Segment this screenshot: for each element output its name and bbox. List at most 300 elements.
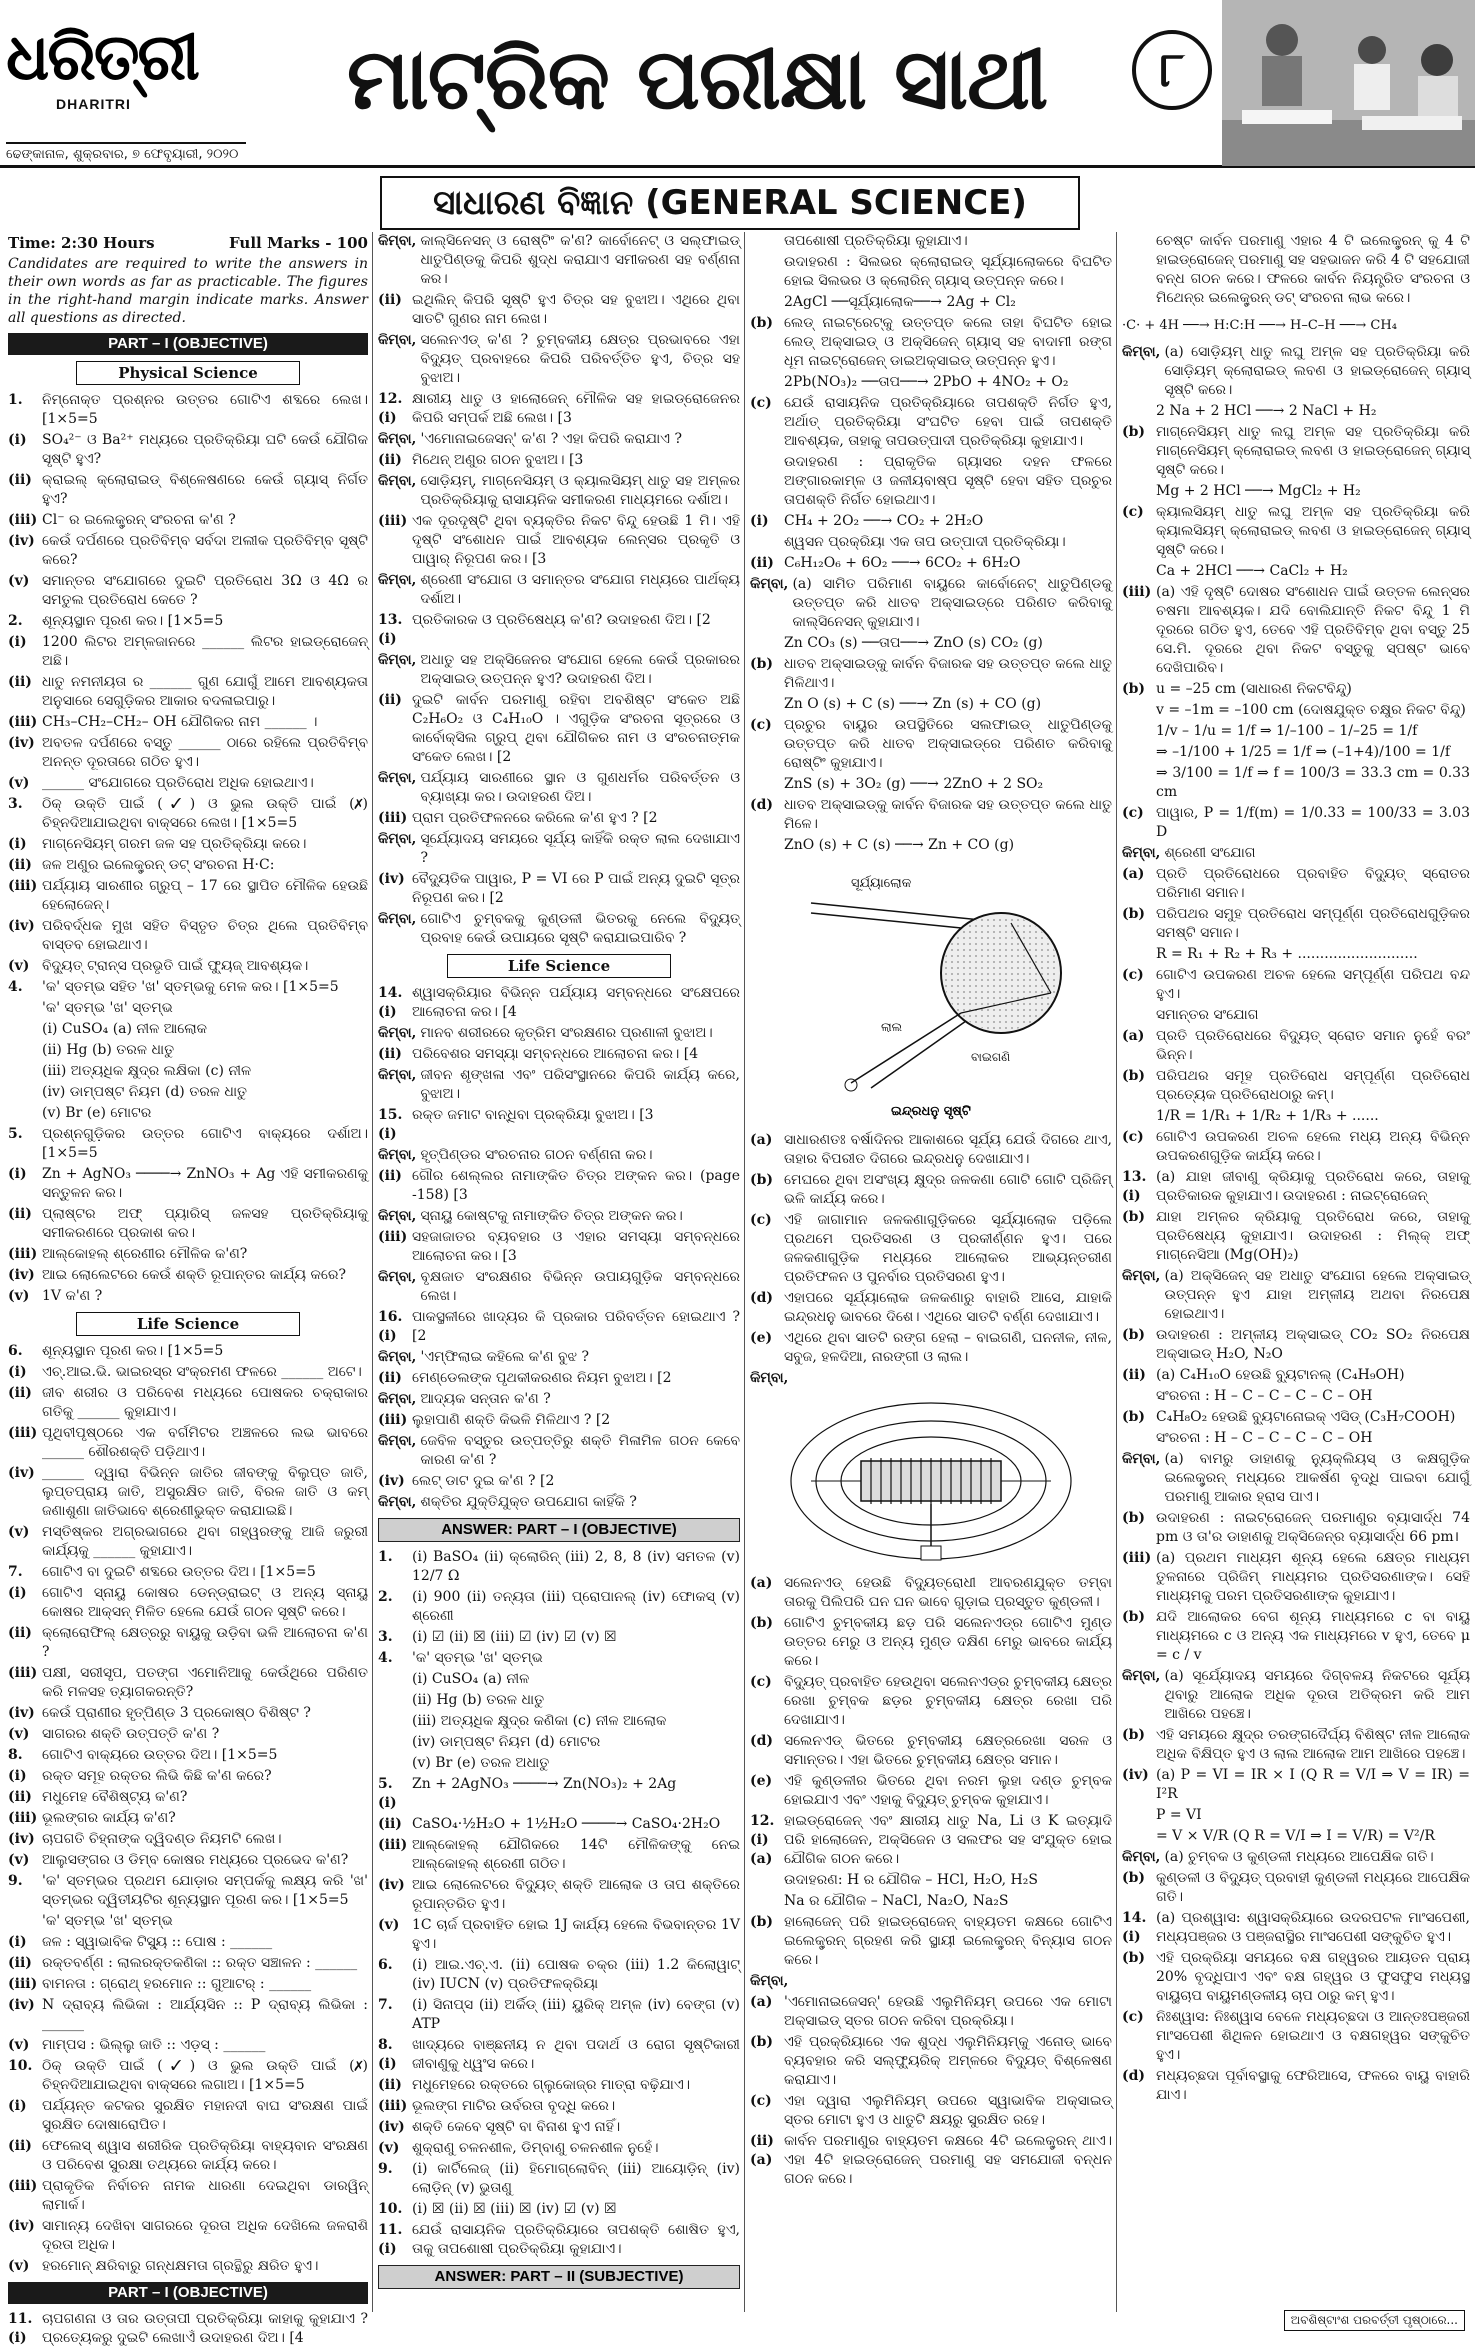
item-text: (ii) Hg (b) ତରଳ ଧାତୁ	[42, 1042, 175, 1058]
item-number: (b)	[1122, 681, 1146, 697]
text-line	[8, 795, 368, 833]
item-number: (b)	[1122, 1950, 1146, 1966]
item-number	[1122, 722, 1152, 741]
text-line	[1122, 1107, 1470, 1126]
item-text: ମସ୍ତିଷ୍କର ଅଗ୍ରଭାଗରେ ଥିବା ଗହ୍ୱରଙ୍କୁ ଆଜି ଜରୁରୀ କାର୍ଯ୍ୟକୁ ______ କୁହାଯାଏ।	[42, 1524, 368, 1559]
item-number: (iii)	[378, 513, 408, 529]
item-text: Zn + AgNO₃ ────→ ZnNO₃ + Ag ଏହି ସମୀକରଣକୁ ସନ୍ତୁଳନ କର।	[42, 1166, 368, 1201]
item-text: (i) BaSO₄ (ii) କ୍ଲୋରିନ୍ (iii) 2, 8, 8 (iv) ସମତଳ (v) 12/7 Ω	[412, 1549, 740, 1584]
item-text: ରକ୍ତ ଜମାଟ ବାନ୍ଧିବା ପ୍ରକ୍ରିୟା ବୁଝାଅ। [3	[412, 1107, 654, 1123]
answer-list	[1122, 343, 1470, 2105]
text-line	[1122, 701, 1470, 720]
item-number: (iv)	[8, 1267, 35, 1283]
item-text: ବିଦ୍ୟୁତ୍ ପ୍ରବାହିତ ହେଉଥିବା ସଲେନଏଡ୍‌ର ଚୁମ୍ବକୀୟ କ୍ଷେତ୍ର ରେଖା ଚୁମ୍ବକ ଛଡ଼ର ଚୁମ୍ବକୀୟ କ୍ଷେତ୍ର ରେଖା ପରି ଦେଖାଯାଏ।	[784, 1674, 1112, 1728]
item-text: Zn CO₃ (s) ──ତାପ──→ ZnO (s) CO₂ (g)	[784, 635, 1043, 651]
item-text: (i) କାର୍ଟିଲେଜ୍ (ii) ହିମୋଗ୍ଲୋବିନ୍ (iii) ଆୟୋଡ଼ିନ୍ (iv) ଲୋଡ଼ିନ୍ (v) ଭୁତାଣୁ	[412, 2161, 740, 2196]
text-line	[750, 655, 1112, 693]
item-text: ମଧୁମେହରେ ରକ୍ତରେ ଗ୍ଲୁକୋଜ୍‌ର ମାତ୍ରା ବଢ଼ିଯାଏ।	[412, 2077, 691, 2093]
item-text: ଶକ୍ତିର ଯୁକ୍ତିଯୁକ୍ତ ଉପଯୋଗ କାହିଁକି ?	[420, 1494, 637, 1510]
item-number: (b)	[750, 656, 774, 672]
item-text: ପ୍ରତିକାରକ ଓ ପ୍ରତିଷେଧ୍ୟ କ'ଣ? ଉଦାହରଣ ଦିଅ। [2	[412, 612, 711, 628]
item-text: (i) ☑ (ii) ☒ (iii) ☑ (iv) ☑ (v) ☒	[412, 1629, 617, 1645]
item-text: ମେଣ୍ଡେଲଙ୍କ ପୃଥକୀକରଣର ନିୟମ ବୁଝାଅ। [2	[412, 1370, 672, 1386]
text-line	[1122, 1208, 1470, 1265]
text-line	[378, 870, 740, 908]
text-line	[750, 1772, 1112, 1810]
item-number: (iii)	[8, 1425, 38, 1441]
text-line	[8, 1363, 368, 1382]
item-text: ଚାପଗତି ଚିହ୍ନାଙ୍କ ଦ୍ୱିଦଣ୍ଡ ନିୟମଟି ଲେଖ।	[42, 1831, 282, 1847]
text-line	[1122, 1168, 1470, 1206]
item-number	[378, 1712, 408, 1731]
exam-time: Time: 2:30 Hours	[8, 234, 155, 252]
continued-note: ଅବଶିଷ୍ଟାଂଶ ପରବର୍ତ୍ତୀ ପୃଷ୍ଠାରେ...	[1284, 2310, 1465, 2331]
item-text: ନିଃଶ୍ୱାସ: ନିଃଶ୍ୱାସ ବେଳେ ମଧ୍ୟଚ୍ଛଦା ଓ ଆନ୍ତଃପଞ୍ଜରୀ ମାଂସପେଶୀ ଶିଥିଳନ ହୋଇଥାଏ ଓ ବକ୍ଷଗହ୍ୱର ସଙ୍କୁଚିତ ହୁଏ।	[1156, 2009, 1470, 2063]
item-number: (i)	[750, 513, 769, 529]
text-line	[8, 1104, 368, 1123]
text-line	[378, 390, 740, 428]
item-text: v = –1m = –100 cm (ଦୋଷଯୁକ୍ତ ଚକ୍ଷୁର ନିକଟ ବିନ୍ଦୁ)	[1156, 702, 1466, 718]
text-line	[378, 1712, 740, 1731]
text-line	[8, 391, 368, 429]
text-line	[378, 1691, 740, 1710]
item-number: 5.	[8, 1126, 23, 1142]
item-text: ଜଳ ଅଣୁର ଇଲେକ୍ଟ୍ରନ୍ ଡଟ୍ ସଂରଚନା H·C:	[42, 857, 275, 873]
text-line	[1122, 1726, 1470, 1764]
life-science-heading: Life Science	[447, 954, 671, 978]
item-text: କ୍ୟାଲସିୟମ୍ ଧାତୁ ଲଘୁ ଅମ୍ଳ ସହ ପ୍ରତିକ୍ରିୟା କରି କ୍ୟାଲସିୟମ୍ କ୍ଲୋରାଇଡ୍ ଲବଣ ଓ ହାଇଡ୍ରୋଜେନ୍ ଗ୍ୟାସ୍ ସୃଷ୍ଟି କରେ।	[1156, 504, 1470, 558]
text-line	[8, 1384, 368, 1422]
item-text: ବୃକ୍ଷଜାତ ସଂରକ୍ଷଣର ବିଭିନ୍ନ ଉପାୟଗୁଡ଼ିକ ସମ୍ବନ୍ଧରେ ଲେଖ।	[420, 1269, 740, 1304]
item-number: 12.(i)(a)	[750, 1813, 775, 1867]
item-number	[378, 1754, 408, 1773]
item-text: କେଉଁ ପ୍ରାଣୀର ହୃତ୍ପିଣ୍ଡ 3 ପ୍ରକୋଷ୍ଠ ବିଶିଷ୍ଟ ?	[42, 1705, 311, 1721]
item-text: ଆଇ ଲୋଲେଟରେ ବିଦ୍ୟୁତ୍ ଶକ୍ତି ଆଲୋକ ଓ ତାପ ଶକ୍ତିରେ ରୂପାନ୍ତରିତ ହୁଏ।	[412, 1877, 740, 1912]
item-number	[750, 695, 780, 714]
text-line	[750, 1871, 1112, 1890]
item-text: ଯାହା ଅମ୍ଳର କ୍ରିୟାକୁ ପ୍ରତିରୋଧ କରେ, ତାହାକୁ ପ୍ରତିଷେଧ୍ୟ କୁହାଯାଏ। ଉଦାହରଣ : ମିଲ୍କ୍ ଅଫ୍ ମାଗ୍ନେସିଆ (Mg(OH)₂)	[1156, 1209, 1470, 1263]
item-number	[8, 1083, 38, 1102]
item-number: 2.	[8, 613, 23, 629]
text-line	[378, 1775, 740, 1813]
text-line	[378, 1733, 740, 1752]
text-line	[1122, 804, 1470, 842]
text-line	[8, 1424, 368, 1462]
item-text: Cl⁻ ର ଇଲେକ୍ଟ୍ରନ୍ ସଂରଚନା କ'ଣ ?	[42, 512, 236, 528]
item-text: ZnS (s) + 3O₂ (g) ──→ 2ZnO + 2 SO₂	[784, 776, 1044, 792]
item-number	[750, 373, 780, 392]
item-text: (a) ଏହି ଦୃଷ୍ଟି ଦୋଷର ସଂଶୋଧନ ପାଇଁ ଉତ୍ତଳ ଲେନ୍ସର ଚଷମା ଆବଶ୍ୟକ। ଯଦି ବୋଲିଯାନ୍ତି ନିକଟ ବିନ୍ଦୁ 1 ମି ଦୂରରେ ଗଠିତ ହୁଏ, ତେବେ ଏହି ପ୍ରତିବିମ୍ବ ଥିବା ବସ୍ତୁ 25 ସେ.ମି. ଦୂରରେ ଥିବା ନିକଟ ବସ୍ତୁକୁ ସ୍ପଷ୍ଟ ଭାବେ ଦେଖିପାରିବ।	[1156, 584, 1470, 676]
item-number	[8, 1020, 38, 1039]
methane-formation: ·C· + 4H ──→ H:C:H ──→ H–C–H ──→ CH₄	[1122, 318, 1397, 333]
text-line	[1122, 905, 1470, 943]
text-line	[8, 2036, 368, 2055]
item-text: ଗୋଟିଏ ବା ଦୁଇଟି ଶବ୍ଦରେ ଉତ୍ତର ଦିଅ। [1×5=5	[42, 1564, 316, 1580]
item-number: 3.	[8, 796, 23, 812]
text-line	[750, 1732, 1112, 1770]
item-number	[750, 1871, 780, 1890]
text-line	[8, 1933, 368, 1952]
item-text	[792, 1369, 1112, 1388]
item-number: (c)	[750, 1674, 772, 1690]
item-text: (v) Br (e) ମୋଟର	[42, 1105, 152, 1121]
item-number: (iv)	[378, 1473, 405, 1489]
text-line	[1122, 1608, 1470, 1665]
item-text: ଶ୍ରେଣୀ ସଂଯୋଗ	[1164, 845, 1256, 861]
text-line	[378, 232, 740, 289]
text-line	[8, 1464, 368, 1521]
text-line	[378, 1815, 740, 1834]
item-number: (b)	[750, 2034, 774, 2050]
item-text: ଏଥିରେ ଥିବା ସାତଟି ରଙ୍ଗ ହେଲା – ବାଇଗଣି, ଘନନୀଳ, ନୀଳ, ସବୁଜ, ହଳଦିଆ, ନାରଙ୍ଗୀ ଓ ଲାଲ।	[784, 1330, 1112, 1365]
item-number: (c)	[1122, 504, 1144, 520]
item-number: (d)	[750, 1290, 774, 1306]
item-text: ଶ୍ୱସନ ପ୍ରକ୍ରିୟା ଏକ ତାପ ଉତ୍ପାଦୀ ପ୍ରତିକ୍ରିୟା।	[784, 534, 1066, 550]
text-line	[378, 1472, 740, 1491]
text-line	[750, 1289, 1112, 1327]
item-text: ଉଦାହରଣ : ପ୍ରାକୃତିକ ଗ୍ୟାସର ଦହନ ଫଳରେ ଅଙ୍ଗାରକାମ୍ଳ ଓ ଜଳୀୟବାଷ୍ପ ସୃଷ୍ଟି ହେବା ସହିତ ପ୍ରଚୁର ତାପଶକ୍ତି ନିର୍ଗତ ହୋଇଥାଏ।	[784, 454, 1112, 508]
text-line	[8, 1266, 368, 1285]
item-number	[1122, 1006, 1152, 1025]
text-line	[750, 253, 1112, 291]
item-text: CH₃–CH₂–CH₂– OH ଯୌଗିକର ନାମ ______ ।	[42, 714, 318, 730]
item-text: ମଧୁମେହ ବୈଶିଷ୍ଟ୍ୟ କ'ଣ?	[42, 1789, 188, 1805]
item-text: ପ୍ରତି ପ୍ରତିରୋଧରେ ପ୍ରବାହିତ ବିଦ୍ୟୁତ୍ ସ୍ରୋତର ପରିମାଣ ସମାନ।	[1156, 866, 1470, 901]
item-text: ପ୍ରଚୁର ବାୟୁର ଉପସ୍ଥିତିରେ ସଲଫାଇଡ୍ ଧାତୁପିଣ୍ଡକୁ ଉତ୍ତପ୍ତ କରି ଧାତବ ଅକ୍ସାଇଡ୍‌ରେ ପରିଣତ କରିବାକୁ ରୋଷ୍ଟିଂ କୁହାଯାଏ।	[784, 717, 1112, 771]
item-number: (i)	[8, 432, 27, 448]
text-line	[8, 877, 368, 915]
item-text: ସାଗରର ଶକ୍ତି ଉତ୍ପତ୍ତି କ'ଣ ?	[42, 1726, 220, 1742]
answer-part-2-banner: ANSWER: PART – II (SUBJECTIVE)	[378, 2265, 740, 2289]
item-number	[750, 1892, 780, 1911]
text-line	[8, 1725, 368, 1744]
item-number: (b)	[750, 1914, 774, 1930]
item-number: 9.	[8, 1873, 23, 1889]
text-line	[750, 554, 1112, 573]
item-number: (iv)	[1122, 1767, 1149, 1783]
item-text	[792, 1972, 1112, 1991]
item-text: ଯେଉଁ ରାସାୟନିକ ପ୍ରତିକ୍ରିୟାରେ ତାପଶକ୍ତି ଶୋଷିତ ହୁଏ, ତାକୁ ତାପଶୋଷୀ ପ୍ରତିକ୍ରିୟା କୁହାଯାଏ।	[412, 2222, 740, 2257]
item-number	[1122, 1806, 1152, 1825]
item-text: 'ଏମ୍ଫିଲାଇ କହିଲେ କ'ଣ ବୁଝ ?	[420, 1349, 589, 1365]
item-text: ପୃଥିବୀପୃଷ୍ଠରେ ଏକ ବର୍ଗମିଟର ଅଞ୍ଚଳରେ ଲଭ ଭାବରେ ______ ଶୌରଶକ୍ତି ପଡ଼ିଥାଏ।	[42, 1425, 368, 1460]
item-number: (iii)	[378, 1837, 408, 1853]
text-line	[8, 1125, 368, 1163]
item-number: (ii)	[8, 1789, 32, 1805]
text-line	[378, 910, 740, 948]
text-line	[378, 769, 740, 807]
item-number	[750, 775, 780, 794]
text-line	[1122, 1067, 1470, 1105]
text-line	[378, 2160, 740, 2198]
text-line	[1122, 1326, 1470, 1364]
text-line	[750, 1171, 1112, 1209]
text-line	[8, 2310, 368, 2348]
item-text: (iii) ଅତ୍ୟଧିକ କ୍ଷୁଦ୍ର ଲକ୍ଷିକା (c) ନୀଳ	[42, 1063, 252, 1079]
item-text: C₆H₁₂O₆ + 6O₂ ──→ 6CO₂ + 6H₂O	[784, 555, 1021, 571]
item-text: ମାଗ୍ନେସିୟମ୍ ଧାତୁ ଲଘୁ ଅମ୍ଳ ସହ ପ୍ରତିକ୍ରିୟା କରି ମାଗ୍ନେସିୟମ୍ କ୍ଲୋରାଇଡ୍ ଲବଣ ଓ ହାଇଡ୍ରୋଜେନ୍ ଗ୍ୟାସ୍ ସୃଷ୍ଟି କରେ।	[1156, 424, 1470, 478]
text-line	[378, 2076, 740, 2095]
item-text: ଜଳ : ସ୍ୱାଭାବିକ ଟିସ୍ୟୁ :: ପୋଷ : ______	[42, 1934, 273, 1950]
item-text: ପରିବର୍ଦ୍ଧକ ମୁଖ ସହିତ ବିସ୍ତୃତ ଚିତ୍ର ଥିଲେ ପ୍ରତିବିମ୍ବ ବାସ୍ତବ ହୋଇଥାଏ।	[42, 918, 368, 953]
item-number: କିମ୍ବା,	[750, 1973, 789, 1989]
item-number: କିମ୍ବା,	[378, 1349, 417, 1365]
item-number: (iii)	[378, 2098, 408, 2114]
item-number: (v)	[8, 1524, 30, 1540]
text-line	[8, 1287, 368, 1306]
item-text: 'କ' ସ୍ତମ୍ଭ ସହିତ 'ଖ' ସ୍ତମ୍ଭକୁ ମେଳ କର। [1×5=5	[42, 979, 339, 995]
item-text: ସୋଡ଼ିୟମ୍, ମାଗ୍ନେସିୟମ୍ ଓ କ୍ୟାଲସିୟମ୍ ଧାତୁ ସହ ଅମ୍ଳର ପ୍ରତିକ୍ରିୟାକୁ ରାସାୟନିକ ସମୀକରଣ ମାଧ୍ୟମରେ ଦର୍ଶାଅ।	[420, 473, 740, 508]
item-text: ଭୂଲଙ୍ଗ ମାଟିର ଉର୍ବରତା ବୃଦ୍ଧି କରେ।	[412, 2098, 616, 2114]
item-number: (iii)	[378, 1229, 408, 1245]
item-number: (ii)(a)	[750, 2133, 774, 2168]
question-list	[378, 232, 740, 948]
item-text: C₄H₈O₂ ହେଉଛି ବ୍ୟୁଟାନୋଇକ୍ ଏସିଡ୍ (C₃H₇COOH)	[1156, 1409, 1456, 1425]
item-number: (c)	[1122, 967, 1144, 983]
text-line	[750, 293, 1112, 312]
red-label: ଲାଲ	[881, 1020, 903, 1034]
item-number	[1122, 1387, 1152, 1406]
item-number: (d)	[1122, 2068, 1146, 2084]
item-number: କିମ୍ବା,	[378, 911, 417, 927]
item-number: (ii)	[750, 555, 774, 571]
item-text: (a) P = VI = IR × I (Q R = V/I ⇒ V = IR) = I²R	[1156, 1767, 1470, 1802]
text-line	[8, 1563, 368, 1582]
item-text: N ଦ୍ରାବ୍ୟ ଲିଭିକା : ଆର୍ଯ୍ୟସିନ :: P ଦ୍ରାବ୍ୟ ଲିଭିକା : ______	[42, 1997, 368, 2032]
item-number: 10.	[8, 2058, 33, 2074]
item-text: ଜୀବନ ଶୃଙ୍ଖଳା ଏବଂ ପରିସଂସ୍ଥାନରେ କିପରି କାର୍ଯ୍ୟ କରେ, ବୁଝାଅ।	[420, 1067, 740, 1102]
item-text: ______ ଦ୍ୱାରା ବିଭିନ୍ନ ଜାତିର ଜୀବଙ୍କୁ ବିଲୁପ୍ତ ଜାତି, ଲୁପ୍ତପ୍ରାୟ ଜାତି, ଅସୁରକ୍ଷିତ ଜାତି, ବିରଳ ଜାତି ଓ କମ୍ ଜଣାଶୁଣା ଜାତିଭାବେ ଶ୍ରେଣୀଭୁକ୍ତ କରାଯାଇଛି।	[42, 1465, 368, 1519]
item-text: 'ଏମୋନାଇଜେସନ୍' କ'ଣ ? ଏହା କିପରି କରାଯାଏ ?	[420, 431, 682, 447]
item-number: (iv)	[8, 2218, 35, 2234]
text-line	[8, 1767, 368, 1786]
text-line	[8, 2177, 368, 2215]
item-text: CaSO₄·½H₂O + 1½H₂O ────→ CaSO₄·2H₂O	[412, 1816, 721, 1832]
text-line	[750, 1673, 1112, 1730]
text-line	[8, 1704, 368, 1723]
text-line	[1122, 764, 1470, 802]
item-number	[1122, 482, 1152, 501]
rainbow-caption: ଇନ୍ଦ୍ରଧନୁ ସୃଷ୍ଟି	[891, 1104, 971, 1119]
item-text: ଧାତବ ଅକ୍ସାଇଡ୍‌କୁ କାର୍ବନ ବିଜାରକ ସହ ଉତ୍ତପ୍ତ କଲେ ଧାତୁ ମିଳେ।	[784, 797, 1112, 832]
text-line	[378, 1432, 740, 1470]
text-line	[378, 2036, 740, 2074]
item-number: କିମ୍ବା,	[378, 1147, 417, 1163]
answer-list	[378, 1548, 740, 2259]
item-text: ସ୍ନାୟୁ କୋଷ୍ଟକୁ ନାମାଙ୍କିତ ଚିତ୍ର ଅଙ୍କନ କର।	[420, 1208, 683, 1224]
text-line	[1122, 1667, 1470, 1724]
text-line	[750, 1892, 1112, 1911]
item-number: କିମ୍ବା,	[378, 431, 417, 447]
text-line	[8, 1788, 368, 1807]
item-text: Mg + 2 HCl ──→ MgCl₂ + H₂	[1156, 483, 1361, 499]
page-title: ମାଟ୍ରିକ ପରୀକ୍ଷା ସାଥୀ	[346, 30, 1048, 128]
text-line	[8, 2137, 368, 2175]
item-number: କିମ୍ବା,	[378, 1433, 417, 1449]
text-line	[378, 1207, 740, 1226]
item-number: 8.	[8, 1747, 23, 1763]
item-number	[750, 232, 780, 251]
item-text: (i) CuSO₄ (a) ନୀଳ	[412, 1671, 530, 1687]
item-text: 1C ଚାର୍ଜ ପ୍ରବାହିତ ହୋଇ 1J କାର୍ଯ୍ୟ ହେଲେ ବିଭବାନ୍ତର 1V ହୁଏ।	[412, 1917, 740, 1952]
item-text: (a) ପ୍ରଥମ ମାଧ୍ୟମ ଶୂନ୍ୟ ହେଲେ କ୍ଷେତ୍ର ମାଧ୍ୟମ ତୁଳନାରେ ପ୍ରିଜିମ୍ ମାଧ୍ୟମର ପ୍ରତିସରଣାଙ୍କ। ସେହି ମାଧ୍ୟମକୁ ପରମ ପ୍ରତିସରଣାଙ୍କ କୁହାଯାଏ।	[1156, 1550, 1470, 1604]
item-text: ZnO (s) + C (s) ──→ Zn + CO (g)	[784, 837, 1015, 853]
item-text: ରକ୍ତବର୍ଣ୍ଣ : ଲାଲରକ୍ତକଣିକା :: ରକ୍ତ ସଞ୍ଚାଳନ : ______	[42, 1955, 358, 1971]
text-line	[1122, 1827, 1470, 1846]
text-line	[378, 1146, 740, 1165]
item-number: (b)	[1122, 1510, 1146, 1526]
text-line	[378, 1649, 740, 1668]
text-line	[1122, 1848, 1470, 1867]
text-line	[8, 1624, 368, 1662]
question-list	[378, 984, 740, 1512]
item-number: (iii)	[1122, 1550, 1152, 1566]
column-divider	[744, 232, 745, 2312]
item-text: (i) ସିନାପ୍ସ (ii) ଅର୍କିଡ୍ (iii) ୟୁରିକ୍ ଅମ୍ଳ (iv) ବେଙ୍ଗ (v) ATP	[412, 1997, 740, 2032]
item-text: ସଲେନଏଡ୍ ଭିତରେ ଚୁମ୍ବକୀୟ କ୍ଷେତ୍ରରେଖା ସରଳ ଓ ସମାନ୍ତର। ଏହା ଭିତରେ ଚୁମ୍ବକୀୟ କ୍ଷେତ୍ର ସମାନ।	[784, 1733, 1112, 1768]
item-number: (ii)	[8, 674, 32, 690]
item-number: (a)	[750, 1994, 773, 2010]
item-text: Zn O (s) + C (s) ──→ Zn (s) + CO (g)	[784, 696, 1042, 712]
text-line	[1122, 1006, 1470, 1025]
item-text: ସମାନ୍ତର ସଂଯୋଗରେ ଦୁଇଟି ପ୍ରତିରୋଧ 3Ω ଓ 4Ω ର ସମତୁଲ ପ୍ରତିରୋଧ କେତେ ?	[42, 573, 368, 608]
text-line	[750, 695, 1112, 714]
dateline: ଢେଙ୍କାନାଳ, ଶୁକ୍ରବାର, ୭ ଫେବୃୟାରୀ, ୨୦୨୦	[6, 142, 246, 162]
text-line	[750, 394, 1112, 451]
item-text: Ca + 2HCl ──→ CaCl₂ + H₂	[1156, 563, 1348, 579]
item-number: (ii)	[8, 472, 32, 488]
item-text: u = –25 cm (ସାଧାରଣ ନିକଟବିନ୍ଦୁ)	[1156, 681, 1352, 697]
item-number: କିମ୍ବା,	[1122, 1268, 1161, 1284]
text-line	[1122, 844, 1470, 863]
item-text: ଆଲ୍କୋହଲ୍ ଶ୍ରେଣୀର ମୌଳିକ କ'ଣ?	[42, 1246, 248, 1262]
item-text: ଶକ୍ତି କେବେ ସୃଷ୍ଟି ବା ବିନାଶ ହୁଏ ନାହିଁ।	[412, 2119, 621, 2135]
item-text: ଯଦି ଆଲୋକର ବେଗ ଶୂନ୍ୟ ମାଧ୍ୟମରେ c ବା ବାୟୁ ମାଧ୍ୟମରେ c ଓ ଅନ୍ୟ ଏକ ମାଧ୍ୟମରେ v ହୁଏ, ତେବେ μ = c / v	[1156, 1609, 1470, 1663]
text-line	[750, 1211, 1112, 1287]
item-number: (i)	[8, 2098, 27, 2114]
item-text: ଖାଦ୍ୟରେ ବାଞ୍ଛନୀୟ ନ ଥିବା ପଦାର୍ଥ ଓ ରୋଗ ସୃଷ୍ଟିକାରୀ ଜୀବାଣୁକୁ ଧ୍ୱଂସ କରେ।	[412, 2037, 740, 2072]
item-number: (v)	[8, 2258, 30, 2274]
item-number: (v)	[8, 1852, 30, 1868]
text-line	[378, 1628, 740, 1647]
item-text: ପରିବେଶର ସମସ୍ୟା ସମ୍ବନ୍ଧରେ ଆଲୋଚନା କର। [4	[412, 1046, 699, 1062]
solenoid-figure	[750, 1396, 1112, 1566]
item-number: (iii)	[8, 1976, 38, 1992]
item-text: ଗୋଟିଏ ବାକ୍ୟରେ ଉତ୍ତର ଦିଅ। [1×5=5	[42, 1747, 278, 1763]
text-line	[378, 1754, 740, 1773]
text-line	[1122, 1027, 1470, 1065]
item-text: (a) ଅକ୍ସିଜେନ୍ ସହ ଅଧାତୁ ସଂଯୋଗ ହେଲେ ଅକ୍ସାଇଡ୍ ଉତ୍ପନ୍ନ ହୁଏ ଯାହା ଅମ୍ଳୀୟ ଅଥବା ନିରପେକ୍ଷ ହୋଇଥାଏ।	[1164, 1268, 1470, 1322]
item-text: ଭୂଲଙ୍ଗର କାର୍ଯ୍ୟ କ'ଣ?	[42, 1810, 176, 1826]
item-text: 2 Na + 2 HCl ──→ 2 NaCl + H₂	[1156, 403, 1377, 419]
item-number: (c)	[750, 717, 772, 733]
item-number: 4.	[8, 979, 23, 995]
item-text: ସାଧାରଣତଃ ବର୍ଷାଦିନର ଆକାଶରେ ସୂର୍ଯ୍ୟ ଯେଉଁ ଦିଗରେ ଥାଏ, ତାହାର ବିପରୀତ ଦିଗରେ ଇନ୍ଦ୍ରଧନୁ ଦେଖାଯାଏ।	[784, 1132, 1112, 1167]
item-number: (b)	[1122, 1609, 1146, 1625]
item-text: ଉଦାହରଣ : ଅମ୍ଳୀୟ ଅକ୍ସାଇଡ୍ CO₂ SO₂ ନିରପେକ୍ଷ ଅକ୍ସାଇଡ୍ H₂O, N₂O	[1156, 1327, 1470, 1362]
item-number: କିମ୍ବା,	[378, 332, 417, 348]
text-line	[1122, 2008, 1470, 2065]
text-line	[8, 1523, 368, 1561]
item-text: ଲେଡ୍ ନାଇଟ୍ରେଟ୍‌କୁ ଉତ୍ତପ୍ତ କଲେ ତାହା ବିଘଟିତ ହୋଇ ଲେଡ୍ ଅକ୍ସାଇଡ୍ ଓ ଅକ୍ସିଜେନ୍ ଗ୍ୟାସ୍ ସହ ବାଦାମୀ ରଙ୍ଗ ଧୂମ ନାଇଟ୍ରୋଜେନ୍ ଡାଇଅକ୍ସାଇଡ୍ ଉତ୍ପନ୍ନ ହୁଏ।	[784, 315, 1112, 369]
item-number	[1122, 743, 1152, 762]
text-line	[750, 1131, 1112, 1169]
answer-list	[750, 1131, 1112, 1388]
newspaper-logo	[6, 20, 246, 140]
methane-structure	[1122, 316, 1470, 335]
item-number: (v)	[8, 958, 30, 974]
text-line	[8, 1041, 368, 1060]
text-line	[750, 232, 1112, 251]
item-text: 1V କ'ଣ ?	[42, 1288, 103, 1304]
item-text: ଏହି ଜାଗାମାନ ଜଳକଣାଗୁଡ଼ିକରେ ସୂର୍ଯ୍ୟାଲୋକ ପଡ଼ିଲେ ପ୍ରଥମେ ପ୍ରତିସରଣ ଓ ପ୍ରକୀର୍ଣ୍ଣନ ହୁଏ। ପରେ ଜଳକଣାଗୁଡ଼ିକ ମଧ୍ୟରେ ଆଲୋକର ଆଭ୍ୟନ୍ତରୀଣ ପ୍ରତିଫଳନ ଓ ପୁନର୍ବାର ପ୍ରତିସରଣ ହୁଏ।	[784, 1212, 1112, 1285]
item-number: 2.	[378, 1589, 393, 1605]
item-text: 1200 ଲିଟର ଅମ୍ଳଜାନରେ ______ ଲିଟର ହାଇଡ୍ରୋଜେନ୍ ଅଛି।	[42, 634, 368, 669]
item-text: ଶ୍ରେଣୀ ସଂଯୋଗ ଓ ସମାନ୍ତର ସଂଯୋଗ ମଧ୍ୟରେ ପାର୍ଥକ୍ୟ ଦର୍ଶାଅ।	[420, 572, 740, 607]
text-line	[378, 451, 740, 470]
text-line	[378, 1228, 740, 1266]
item-text: ଶୂନ୍ୟସ୍ଥାନ ପୂରଣ କର। [1×5=5	[42, 613, 224, 629]
item-number: (e)	[750, 1330, 773, 1346]
item-text: (iv) ଡାମ୍ପଷ୍ଟ ନିୟମ (d) ମୋଟର	[412, 1734, 601, 1750]
text-line	[1122, 1267, 1470, 1324]
item-number: (ii)	[378, 292, 402, 308]
text-line	[1122, 1509, 1470, 1547]
text-line	[8, 1809, 368, 1828]
text-line	[8, 1746, 368, 1765]
text-line	[8, 431, 368, 469]
text-line	[750, 453, 1112, 510]
text-line	[378, 2221, 740, 2259]
text-line	[8, 1020, 368, 1039]
item-text: ଗୋଟିଏ ଚୁମ୍ବକୀୟ ଛଡ଼ ପରି ସଲେନଏଡ୍‌ର ଗୋଟିଏ ମୁଣ୍ଡ ଉତ୍ତର ମେରୁ ଓ ଅନ୍ୟ ମୁଣ୍ଡ ଦକ୍ଷିଣ ମେରୁ ଭାବରେ କାର୍ଯ୍ୟ କରେ।	[784, 1615, 1112, 1669]
item-number: (b)	[1122, 906, 1146, 922]
item-text: ବୈଦ୍ୟୁତିକ ପାୱାର, P = VI ରେ P ପାଇଁ ଅନ୍ୟ ଦୁଇଟି ସୂତ୍ର ନିରୂପଣ କର। [2	[412, 871, 740, 906]
item-number: 14.(i)	[1122, 1910, 1147, 1945]
item-text: (iii) ଅତ୍ୟଧିକ କ୍ଷୁଦ୍ର କଣିକା (c) ନୀଳ ଆଲୋକ	[412, 1713, 667, 1729]
item-text: ଏହି ପ୍ରକ୍ରିୟାରେ ଏକ ଶୁଦ୍ଧ ଏଲୁମିନିୟମ୍‌କୁ ଏନୋଡ୍ ଭାବେ ବ୍ୟବହାର କରି ସଲ୍‌ଫ୍ୟୁରିକ୍ ଅମ୍ଳରେ ବିଦ୍ୟୁତ୍ ବିଶ୍ଳେଷଣ କରାଯାଏ।	[784, 2034, 1112, 2088]
text-line	[750, 512, 1112, 531]
item-number: କିମ୍ବା,	[1122, 1668, 1161, 1684]
item-text: ⇒ 3/100 = 1/f ⇒ f = 100/3 = 33.3 cm = 0.33 cm	[1156, 765, 1470, 800]
text-line	[750, 2033, 1112, 2090]
question-list	[8, 1342, 368, 2276]
item-number: (v)	[8, 775, 30, 791]
text-line	[750, 1329, 1112, 1367]
item-number: (v)	[8, 1726, 30, 1742]
text-line	[8, 471, 368, 509]
item-number	[1122, 764, 1152, 802]
item-text: 2Pb(NO₃)₂ ──ତାପ──→ 2PbO + 4NO₂ + O₂	[784, 374, 1069, 390]
text-line	[8, 2217, 368, 2255]
item-number: 12.(i)	[378, 391, 403, 426]
item-number: 14.(i)	[378, 985, 403, 1020]
item-text: ଆଲୁସଙ୍ଗର ଓ ଡିମ୍ବ କୋଷର ମଧ୍ୟରେ ପ୍ରଭେଦ କ'ଣ?	[42, 1852, 349, 1868]
item-number: କିମ୍ବା,	[1122, 1451, 1161, 1467]
violet-label: ବାଇଗଣି	[971, 1050, 1011, 1064]
item-number	[8, 999, 38, 1018]
item-number: 8.(i)	[378, 2037, 397, 2072]
item-text: ପ୍ରତି ପ୍ରତିରୋଧରେ ବିଦ୍ୟୁତ୍ ସ୍ରୋତ ସମାନ ନୁହେଁ ବରଂ ଭିନ୍ନ।	[1156, 1028, 1470, 1063]
item-number: (iv)	[8, 918, 35, 934]
item-number: (ii)	[1122, 1367, 1146, 1383]
answer-part-1-banner: ANSWER: PART – I (OBJECTIVE)	[378, 1518, 740, 1542]
text-line	[1122, 1408, 1470, 1427]
text-line	[1122, 1128, 1470, 1166]
item-number: 6.	[8, 1343, 23, 1359]
text-line	[378, 1876, 740, 1914]
item-number	[750, 253, 780, 291]
